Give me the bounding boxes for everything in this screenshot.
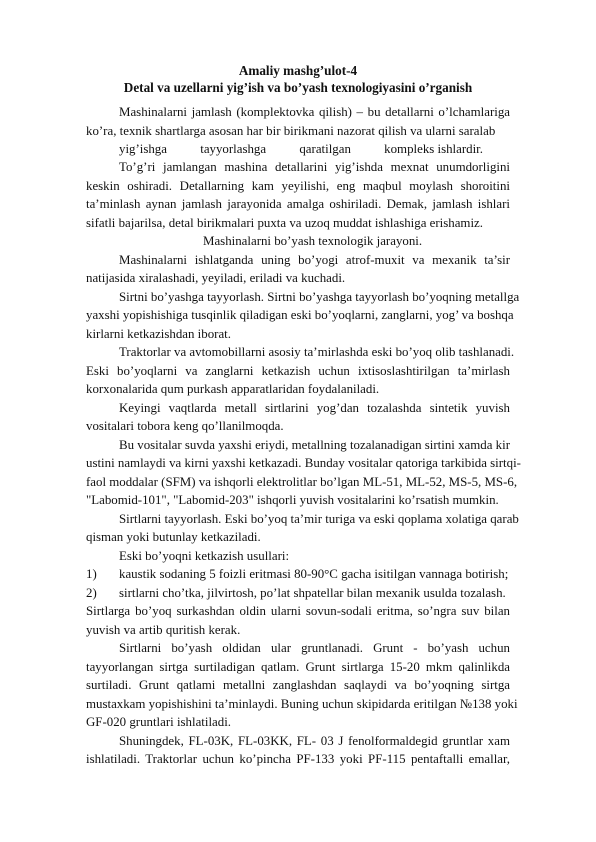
text-line: mustaxkam yopishishini ta’minlaydi. Buning uchun skipidarda eritilgan №138 yoki bbox=[86, 697, 518, 711]
section-heading: Mashinalarni bo’yash texnologik jarayoni. bbox=[203, 234, 423, 248]
list-number: 1) bbox=[86, 567, 97, 581]
text-line: korxonalarida qum purkash apparatlaridan foydalaniladi. bbox=[86, 382, 380, 396]
text-line: Sirtni bo’yashga tayyorlash. Sirtni bo’yashga tayyorlash bo’yoqning metallga bbox=[119, 290, 520, 304]
text-line: "Labomid-101", "Labomid-203" ishqorli yuvish vositalarini ko’rsatish mumkin. bbox=[86, 493, 499, 507]
text-line: natijasida xiralashadi, yeyiladi, eriladi va kuchadi. bbox=[86, 271, 346, 285]
text-line: Sirtlarga bo’yoq surkashdan oldin ularni sovun-sodali eritma, so’ngra suv bilan bbox=[86, 604, 510, 618]
text-line: Shuningdek, FL-03K, FL-03KK, FL- 03 J fenolformaldegid gruntlar xam bbox=[119, 734, 510, 748]
text-line: To’g’ri jamlangan mashina detallarini yig’ishda mexnat unumdorligini bbox=[119, 160, 510, 174]
text-line: Sirtlarni bo’yash oldidan ular gruntlanadi. Grunt - bo’yash uchun bbox=[119, 641, 510, 655]
text-line: Mashinalarni jamlash (komplektovka qilish) – bu detallarni o’lchamlariga bbox=[119, 105, 510, 119]
text-line: ko’ra, texnik shartlarga asosan har bir birikmani nazorat qilish va ularni saralab bbox=[86, 124, 496, 138]
text-line: GF-020 gruntlari ishlatiladi. bbox=[86, 715, 232, 729]
text-line: qisman yoki butunlay ketkaziladi. bbox=[86, 530, 261, 544]
text-line: Eski bo’yoqni ketkazish usullari: bbox=[119, 549, 290, 563]
text-word: qaratilgan bbox=[299, 142, 351, 156]
text-line: Keyingi vaqtlarda metall sirtlarini yog’dan tozalashda sintetik yuvish bbox=[119, 401, 510, 415]
text-line: Eski bo’yoqlarni va zanglarni ketkazish uchun ixtisoslashtirilgan ta’mirlash bbox=[86, 364, 510, 378]
text-word: kompleks ishlardir. bbox=[384, 142, 483, 156]
text-line: ta’minlash aynan jamlash jarayonida amalga oshiriladi. Demak, jamlash ishlari bbox=[86, 197, 510, 211]
text-line: yuvish va artib quritish kerak. bbox=[86, 623, 241, 637]
text-line: kirlarni ketkazishdan iborat. bbox=[86, 327, 231, 341]
document-title: Amaliy mashg’ulot-4 bbox=[238, 63, 358, 78]
text-line: vositalari tobora keng qo’llanilmoqda. bbox=[86, 419, 284, 433]
text-line: surtiladi. Grunt qatlami metallni zanglashdan saqlaydi va bo’yoqning sirtga bbox=[86, 678, 510, 692]
text-line bbox=[119, 142, 483, 157]
text-word: yig’ishga bbox=[119, 142, 167, 156]
text-line: tayyorlangan sirtga surtiladigan qatlam. Grunt sirtlarga 15-20 mkm qalinlikda bbox=[86, 660, 510, 674]
list-number: 2) bbox=[86, 586, 97, 600]
text-line: yaxshi yopishishiga tusqinlik qiladigan eski bo’yoqlarni, zanglarni, yog’ va boshqa bbox=[86, 308, 514, 322]
text-line: faol moddalar (SFM) va ishqorli elektrolitlar bo’lgan ML-51, ML-52, MS-5, MS-6, bbox=[86, 475, 518, 489]
text-line: Bu vositalar suvda yaxshi eriydi, metallning tozalanadigan sirtini xamda kir bbox=[119, 438, 510, 452]
text-line: Mashinalarni ishlatganda uning bo’yogi atrof-muxit va mexanik ta’sir bbox=[119, 253, 510, 267]
document-subtitle: Detal va uzellarni yig’ish va bo’yash texnologiyasini o’rganish bbox=[123, 80, 473, 95]
list-item: kaustik sodaning 5 foizli eritmasi 80-90°C gacha isitilgan vannaga botirish; bbox=[119, 567, 509, 581]
text-line: ustini namlaydi va kirni yaxshi ketkazadi. Bunday vositalar qatoriga tarkibida sirtqi- bbox=[86, 456, 521, 470]
text-line: ishlatiladi. Traktorlar uchun ko’pincha PF-133 yoki PF-115 pentaftalli emallar, bbox=[86, 752, 510, 766]
text-line: Sirtlarni tayyorlash. Eski bo’yoq ta’mir turiga va eski qoplama xolatiga qarab bbox=[119, 512, 519, 526]
text-line: sifatli bajarilsa, detal birikmalari puxta va uzoq muddat ishlashiga erishamiz. bbox=[86, 216, 483, 230]
text-line: keskin oshiradi. Detallarning kam yeyilishi, eng maqbul moylash shoroitini bbox=[86, 179, 510, 193]
list-item: sirtlarni cho’tka, jilvirtosh, po’lat shpatellar bilan mexanik usulda tozalash. bbox=[119, 586, 506, 600]
text-word: tayyorlashga bbox=[200, 142, 267, 156]
text-line: Traktorlar va avtomobillarni asosiy ta’mirlashda eski bo’yoq olib tashlanadi. bbox=[119, 345, 515, 359]
